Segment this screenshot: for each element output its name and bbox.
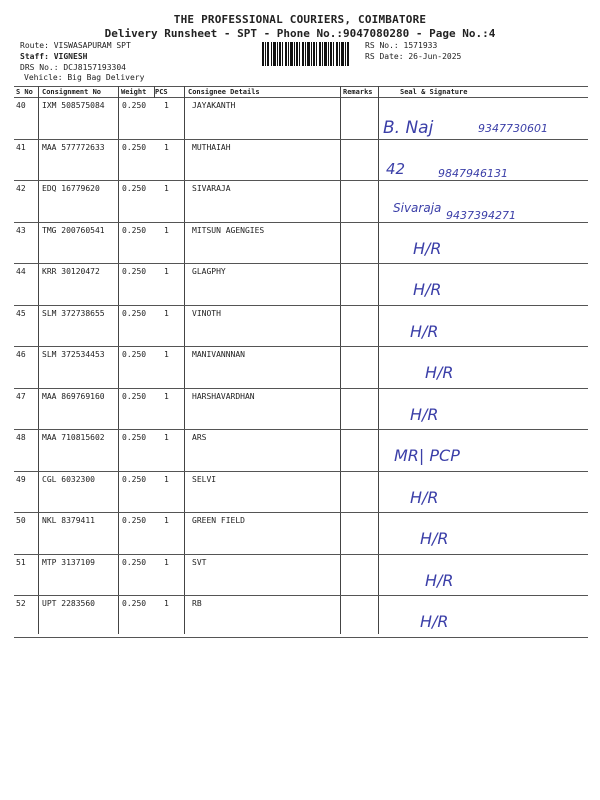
route-label: Route: (20, 41, 49, 50)
row-consignment-no: MAA 869769160 (42, 391, 105, 401)
col-header-signature: Seal & Signature (400, 88, 468, 96)
handwritten-signature: B. Naj (383, 118, 434, 138)
handwritten-signature: H/R (420, 529, 449, 548)
handwritten-phone: 9437394271 (446, 209, 516, 222)
rs-no-value: 1571933 (403, 41, 438, 50)
row-weight: 0.250 (122, 142, 147, 152)
row-sno: 40 (16, 101, 26, 110)
row-consignee: SIVARAJA (192, 184, 231, 193)
handwritten-signature: MR| PCP (394, 446, 460, 465)
handwritten-signature: H/R (413, 280, 442, 299)
row-consignment-no: EDQ 16779620 (42, 184, 100, 193)
row-pcs: 1 (164, 391, 169, 401)
row-pcs: 1 (164, 308, 169, 318)
row-sno: 42 (16, 184, 26, 193)
table-row (14, 98, 588, 140)
barcode-icon (262, 42, 350, 66)
row-sno: 44 (16, 267, 26, 276)
row-pcs: 1 (164, 433, 169, 442)
handwritten-signature: H/R (425, 570, 454, 590)
row-consignment-no: TMG 200760541 (42, 225, 105, 235)
table-row (14, 181, 588, 223)
handwritten-signature: H/R (420, 612, 449, 631)
table-row (14, 513, 588, 555)
col-header-pcs: PCS (155, 88, 168, 96)
row-sno: 46 (16, 350, 26, 359)
row-sno: 47 (16, 391, 26, 401)
handwritten-signature: H/R (410, 321, 439, 341)
row-weight: 0.250 (122, 101, 147, 110)
row-sno: 50 (16, 516, 26, 525)
row-pcs: 1 (164, 557, 169, 567)
table-row (14, 140, 588, 182)
route-value: VISWASAPURAM SPT (53, 41, 131, 50)
row-weight: 0.250 (122, 433, 147, 442)
drs-label: DRS No.: (20, 63, 59, 72)
row-consignment-no: NKL 8379411 (42, 516, 95, 525)
row-consignee: VINOTH (192, 308, 221, 318)
col-header-weight: Weight (121, 88, 147, 96)
row-pcs: 1 (164, 516, 169, 525)
row-divider (14, 637, 588, 638)
row-sno: 45 (16, 308, 26, 318)
row-consignee: ARS (192, 433, 207, 442)
row-consignment-no: SLM 372534453 (42, 350, 105, 359)
handwritten-phone: 9347730601 (478, 122, 548, 135)
row-pcs: 1 (164, 142, 169, 152)
row-consignee: GREEN FIELD (192, 516, 245, 525)
table-row (14, 264, 588, 306)
staff-line (20, 52, 87, 61)
row-weight: 0.250 (122, 391, 147, 401)
row-consignment-no: KRR 30120472 (42, 267, 100, 276)
row-pcs: 1 (164, 101, 169, 110)
runsheet-table (14, 86, 588, 636)
row-consignment-no: MAA 710815602 (42, 433, 105, 442)
row-consignment-no: MTP 3137109 (42, 557, 95, 567)
table-row (14, 389, 588, 431)
table-row (14, 472, 588, 514)
table-row (14, 430, 588, 472)
handwritten-signature: 42 (386, 159, 406, 178)
handwritten-signature: H/R (410, 487, 439, 507)
rs-date-line (365, 52, 461, 61)
rs-no-label: RS No.: (365, 41, 399, 50)
row-sno: 52 (16, 599, 26, 608)
row-weight: 0.250 (122, 308, 147, 318)
col-header-consignment: Consignment No (42, 88, 102, 96)
row-consignee: HARSHAVARDHAN (192, 391, 255, 401)
col-header-sno: S No (16, 88, 33, 96)
row-consignee: MANIVANNNAN (192, 350, 245, 359)
row-pcs: 1 (164, 184, 169, 193)
row-weight: 0.250 (122, 474, 147, 484)
rs-no-line (365, 41, 437, 50)
row-sno: 48 (16, 433, 26, 442)
handwritten-signature: Sivaraja (393, 201, 442, 215)
row-pcs: 1 (164, 350, 169, 359)
table-row (14, 555, 588, 597)
row-consignee: MITSUN AGENGIES (192, 225, 265, 235)
table-top-border (14, 86, 588, 87)
row-sno: 51 (16, 557, 26, 567)
row-weight: 0.250 (122, 225, 147, 235)
vehicle-label: Vehicle: (24, 73, 63, 82)
runsheet-subtitle: Delivery Runsheet - SPT - Phone No.:9047080280 - Page No.:4 (104, 27, 496, 40)
row-weight: 0.250 (122, 267, 147, 276)
row-consignment-no: CGL 6032300 (42, 474, 95, 484)
table-row (14, 596, 588, 638)
company-title: THE PROFESSIONAL COURIERS, COIMBATORE (173, 13, 427, 26)
row-sno: 43 (16, 225, 26, 235)
row-consignee: MUTHAIAH (192, 142, 231, 152)
row-weight: 0.250 (122, 516, 147, 525)
table-row (14, 223, 588, 265)
row-pcs: 1 (164, 474, 169, 484)
row-pcs: 1 (164, 225, 169, 235)
table-row (14, 306, 588, 348)
row-consignment-no: MAA 577772633 (42, 142, 105, 152)
vehicle-value: Big Bag Delivery (67, 73, 145, 82)
handwritten-phone: 9847946131 (438, 166, 508, 180)
staff-value: VIGNESH (53, 52, 88, 61)
route-line (20, 41, 131, 50)
staff-label: Staff: (20, 52, 49, 61)
col-header-remarks: Remarks (343, 88, 373, 96)
row-pcs: 1 (164, 599, 169, 608)
row-consignee: SELVI (192, 474, 217, 484)
row-sno: 49 (16, 474, 26, 484)
rs-date-value: 26-Jun-2025 (408, 52, 462, 61)
handwritten-signature: H/R (410, 404, 439, 424)
handwritten-signature: H/R (425, 363, 454, 382)
row-consignee: SVT (192, 557, 207, 567)
row-weight: 0.250 (122, 557, 147, 567)
col-divider (154, 86, 155, 98)
row-weight: 0.250 (122, 350, 147, 359)
row-consignment-no: UPT 2283560 (42, 599, 95, 608)
row-consignee: JAYAKANTH (192, 101, 236, 110)
row-weight: 0.250 (122, 599, 147, 608)
row-sno: 41 (16, 142, 26, 152)
drs-value: DCJ8157193304 (63, 63, 126, 72)
row-pcs: 1 (164, 267, 169, 276)
row-consignment-no: SLM 372738655 (42, 308, 105, 318)
table-row (14, 347, 588, 389)
handwritten-signature: H/R (413, 238, 442, 258)
vehicle-line (24, 73, 144, 82)
rs-date-label: RS Date: (365, 52, 404, 61)
row-consignment-no: IXM 508575084 (42, 101, 105, 110)
row-consignee: GLAGPHY (192, 267, 226, 276)
row-weight: 0.250 (122, 184, 147, 193)
col-header-consignee: Consignee Details (188, 88, 260, 96)
row-consignee: RB (192, 599, 202, 608)
drs-line (20, 63, 126, 72)
